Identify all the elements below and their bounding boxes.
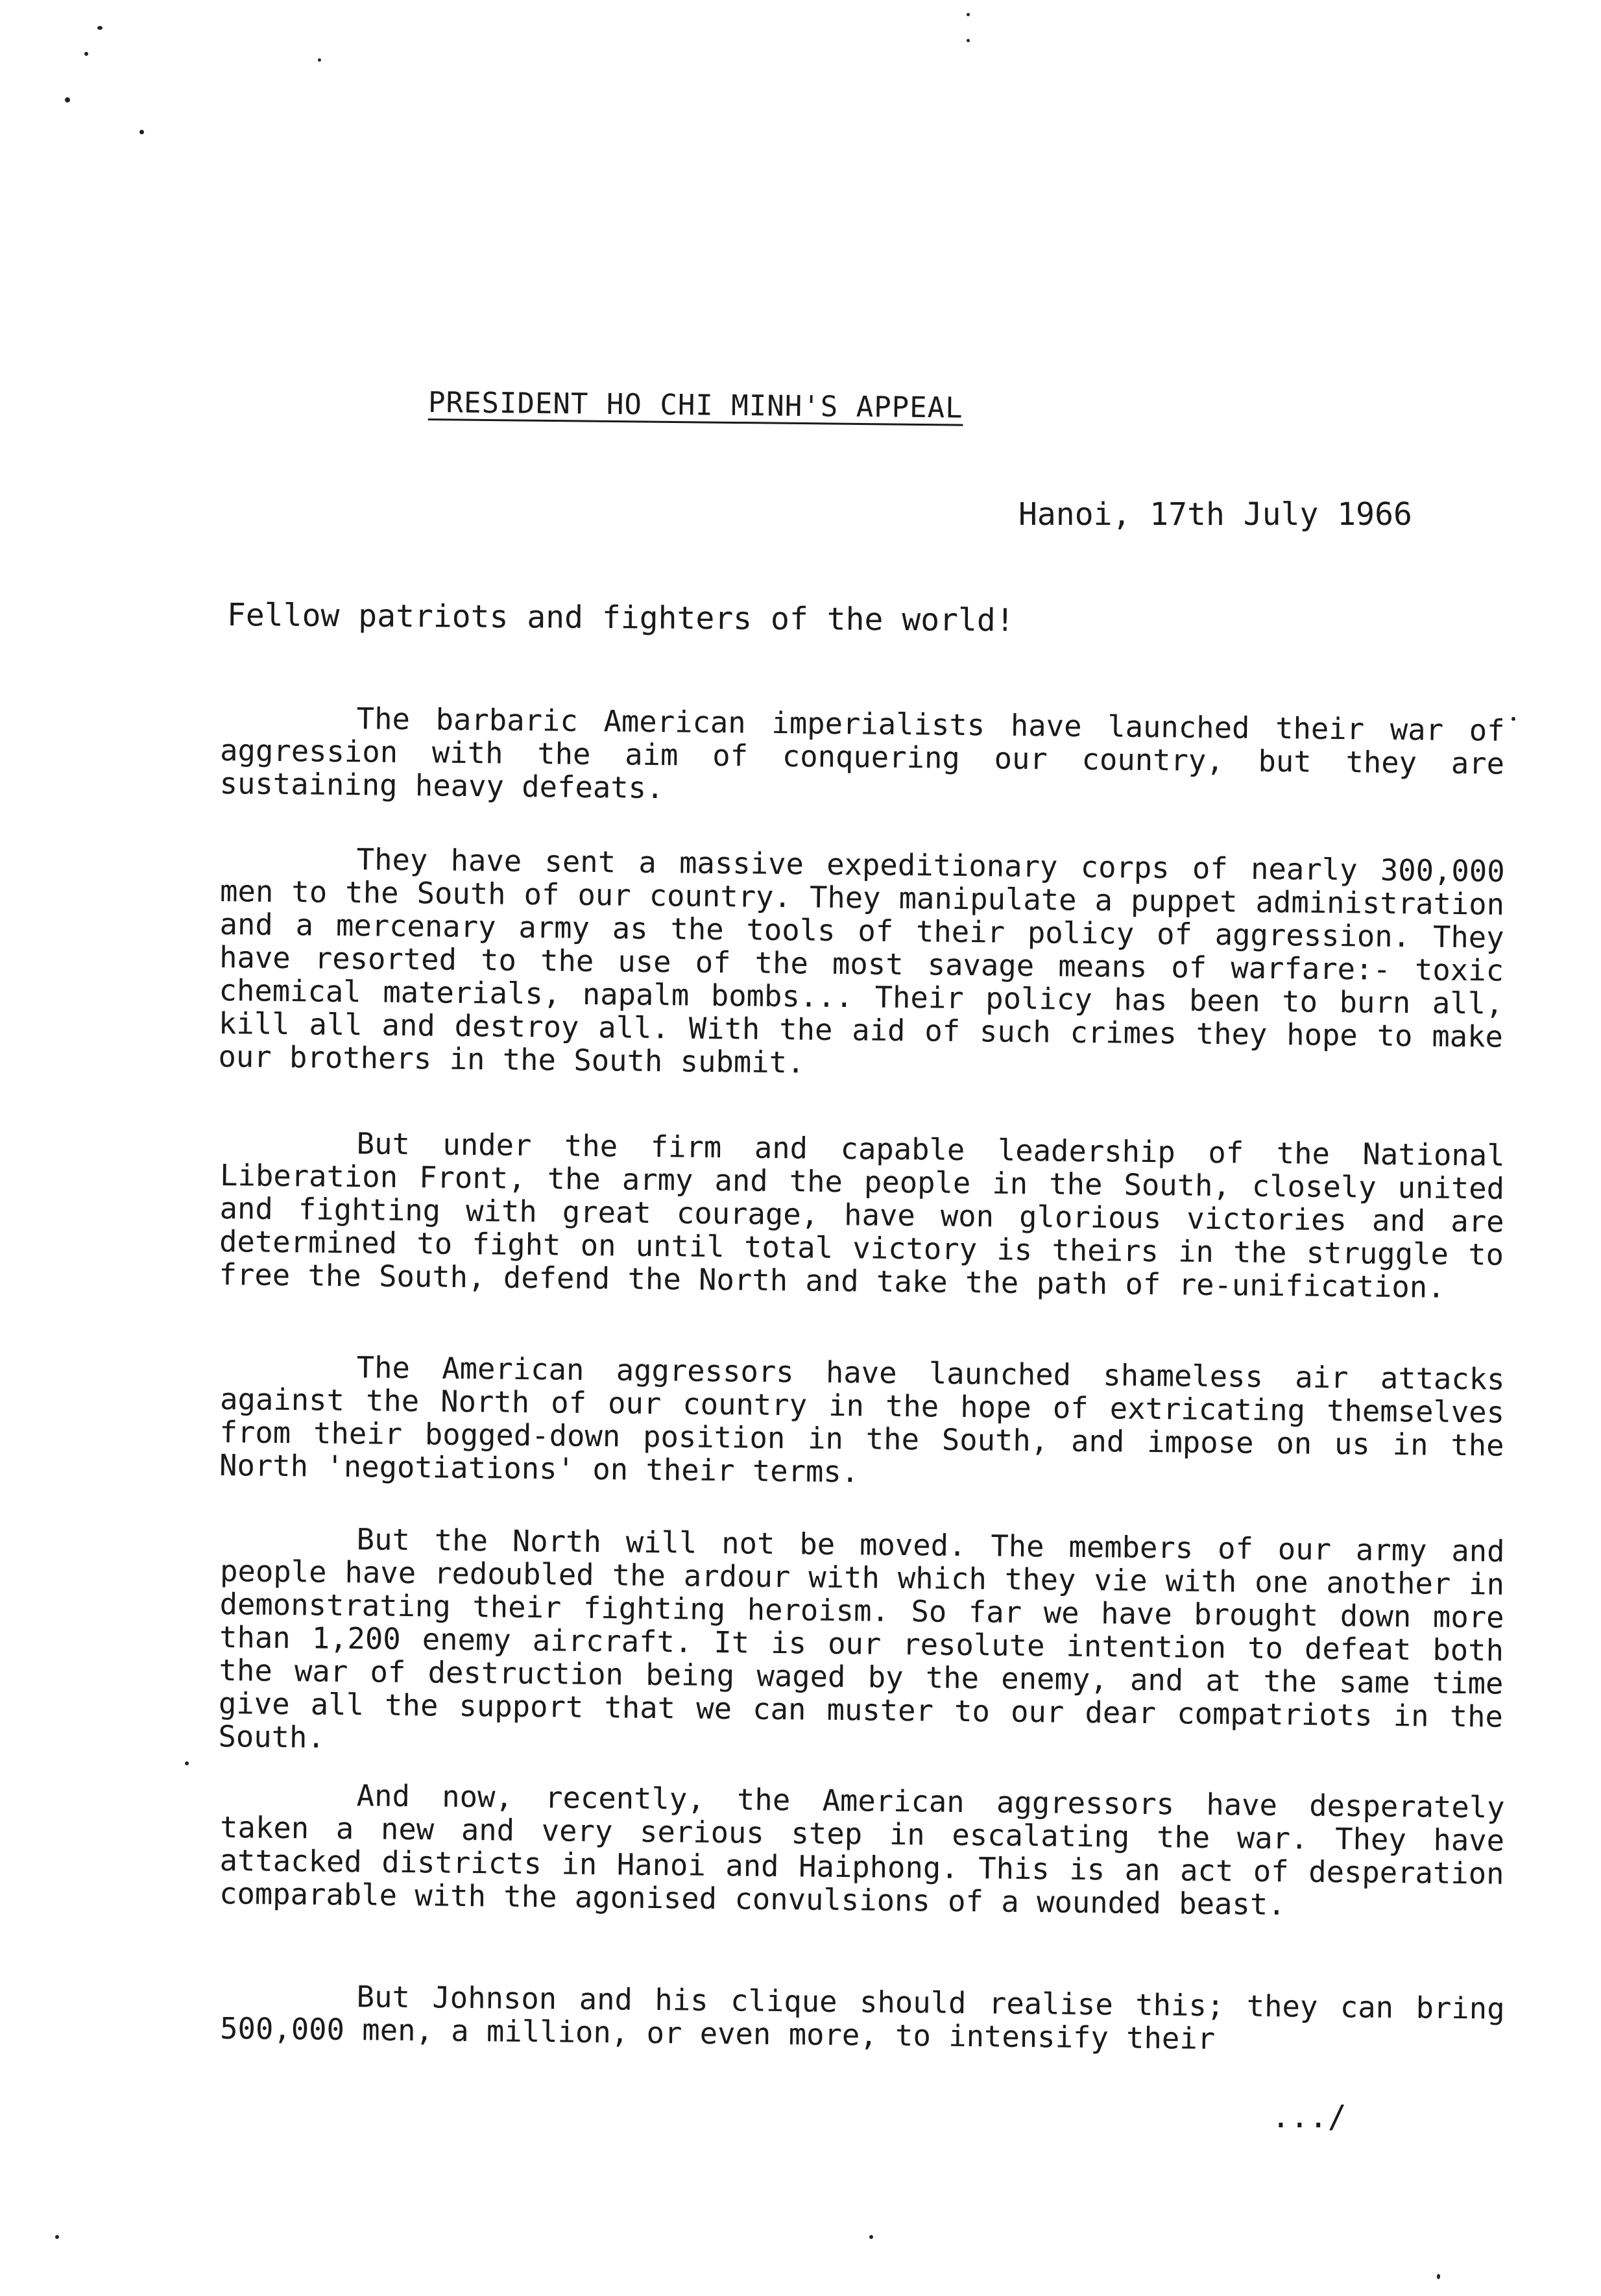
scan-speck bbox=[1511, 717, 1515, 721]
paragraph: The barbaric American imperialists have launched their war of aggression with the aim of conquering our country, but they are sustaining heavy defeats. bbox=[219, 701, 1505, 806]
scan-speck bbox=[1437, 2274, 1440, 2279]
scan-speck bbox=[318, 58, 321, 62]
document-title: PRESIDENT HO CHI MINH'S APPEAL bbox=[427, 386, 963, 425]
scan-speck bbox=[185, 1761, 189, 1765]
paragraph: But Johnson and his clique should realise this; they can bring 500,000 men, a million, or even more, to intensify their bbox=[219, 1979, 1505, 2057]
scan-speck bbox=[65, 97, 70, 103]
scan-speck bbox=[55, 2235, 59, 2239]
scan-speck bbox=[139, 130, 144, 134]
salutation: Fellow patriots and fighters of the world! bbox=[226, 597, 1015, 639]
paragraph: They have sent a massive expeditionary corps of nearly 300,000 men to the South of our country. They manipulate a puppet administration and a mercenary army as the tools of their policy of aggression. They have resorted to the use of the most savage means of warfare:- toxic chemical materials, napalm bombs... Their policy has been to burn all, kill all and destroy all. With the aid of such crimes they hope to make our brothers in the South submit. bbox=[218, 842, 1505, 1080]
scan-speck bbox=[84, 52, 88, 56]
paragraph: But the North will not be moved. The members of our army and people have redoubled the ardour with which they vie with one another in demonstrating their fighting heroism. So far we have brought down more than 1,200 enemy aircraft. It is our resolute intention to defeat both the war of destruction being waged by the enemy, and at the same time give all the support that we can muster to our dear compatriots in the South. bbox=[218, 1522, 1505, 1755]
paragraph: But under the firm and capable leadership of the National Liberation Front, the army and the people in the South, closely united and fighting with great courage, have won glorious victories and are determined to fight on until total victory is theirs in the struggle to free the South, defend the North and take the path of re-unification. bbox=[219, 1126, 1505, 1305]
dateline: Hanoi, 17th July 1966 bbox=[1018, 496, 1412, 533]
paragraph: And now, recently, the American aggressors have desperately taken a new and very serious step in escalating the war. They have attacked districts in Hanoi and Haiphong. This is an act of desperation comparable with the agonised convulsions of a wounded beast. bbox=[219, 1778, 1505, 1922]
scan-speck bbox=[97, 26, 102, 30]
scan-speck bbox=[967, 39, 970, 42]
scan-speck bbox=[967, 13, 970, 16]
page-continuation-mark: .../ bbox=[1271, 2099, 1347, 2135]
scan-speck bbox=[869, 2235, 873, 2239]
paragraph: The American aggressors have launched shameless air attacks against the North of our country in the hope of extricating themselves from their bogged-down position in the South, and impose on us in the North 'negotiations' on their terms. bbox=[219, 1350, 1505, 1490]
